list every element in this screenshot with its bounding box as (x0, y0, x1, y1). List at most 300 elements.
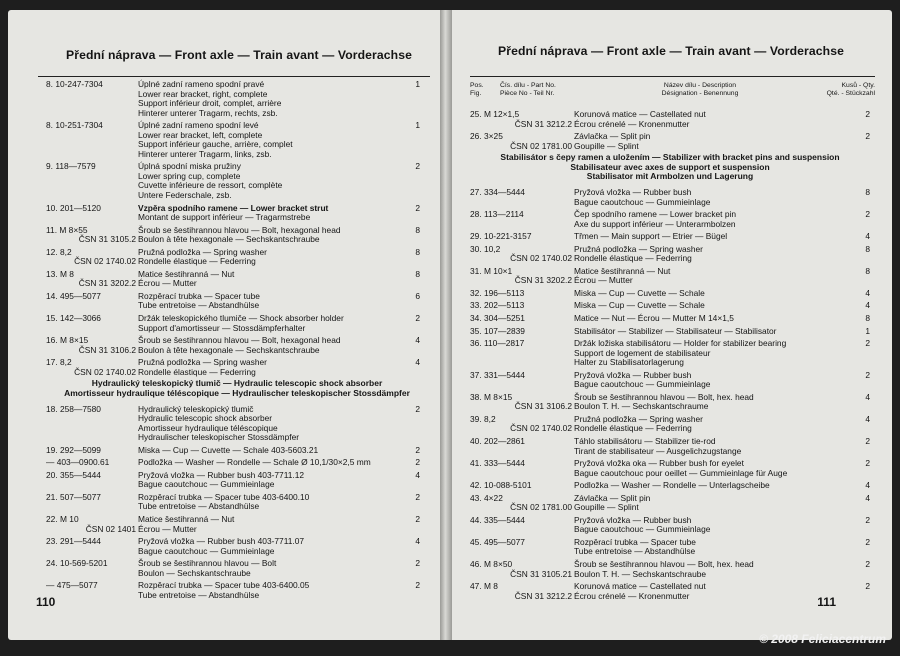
part-description: Držák ložiska stabilisátoru — Holder for stabilizer bearing (574, 338, 787, 349)
part-description: Tube entretoise — Abstandhülse (138, 300, 260, 311)
part-description: Rozpěrací trubka — Spacer tube (574, 536, 696, 547)
position-number: 40. (470, 436, 482, 446)
right-page (452, 10, 892, 640)
header-rule (38, 76, 430, 77)
list-item (46, 324, 428, 334)
part-quantity: 2 (865, 559, 870, 570)
part-number: 495—5077 (483, 536, 525, 547)
part-number: 10,2 (483, 243, 501, 254)
list-item (46, 446, 428, 456)
position-number: 39. (470, 413, 482, 424)
part-position (470, 481, 572, 491)
part-description: Úplné zadní rameno spodní pravé (138, 79, 265, 89)
position-number: 46. (470, 559, 482, 570)
left-page (8, 10, 440, 640)
part-quantity: 2 (415, 558, 420, 569)
part-description: Bague caoutchouc — Gummieinlage (138, 479, 275, 490)
part-number: 10-247-7304 (55, 79, 103, 89)
page-header: Přední náprava — Front axle — Train avant — Vorderachse (498, 44, 844, 58)
part-number: ČSN 31 3105.21 (510, 568, 572, 579)
list-item (46, 279, 428, 289)
part-position (470, 210, 572, 220)
position-number: 12. (46, 246, 58, 257)
part-quantity: 2 (865, 536, 870, 547)
part-position (46, 235, 136, 245)
part-quantity: 8 (865, 265, 870, 276)
part-description: Táhlo stabilisátoru — Stabilizer tie-rod (574, 436, 716, 446)
part-position (470, 339, 572, 349)
part-position (470, 188, 572, 198)
part-number: 304—5251 (483, 312, 525, 323)
position-number: 38. (470, 391, 482, 402)
position-number: 32. (470, 287, 482, 298)
part-description: Support d'amortisseur — Stossdämpferhalter (138, 322, 306, 333)
part-description: Axe du support inférieur — Unterarmbolzen (574, 218, 736, 229)
part-description: Rondelle élastique — Federring (138, 256, 256, 267)
list-item (470, 232, 870, 242)
part-quantity: 2 (415, 313, 420, 324)
part-description: Pryžová vložka — Rubber bush (574, 186, 692, 197)
part-quantity: 2 (415, 580, 420, 591)
part-number: 10-088-5101 (483, 480, 532, 491)
list-item (46, 150, 428, 160)
list-item (46, 301, 428, 311)
list-item (470, 327, 870, 337)
list-item (46, 569, 428, 579)
part-description: Écrou crénelé — Kronenmutter (574, 118, 690, 129)
part-quantity: 4 (415, 469, 420, 480)
part-quantity: 2 (415, 403, 420, 414)
part-description: Bague caoutchouc — Gummieinlage (574, 196, 711, 207)
part-description: Rondelle élastique — Federring (574, 423, 692, 434)
part-number: ČSN 02 1401 (85, 523, 136, 534)
part-number: M 8×50 (483, 559, 513, 570)
list-item (46, 109, 428, 119)
position-number: 26. (470, 131, 482, 142)
list-item (46, 346, 428, 356)
position-number: 21. (46, 491, 58, 502)
part-description: Čep spodního ramene — Lower bracket pin (574, 209, 737, 220)
position-number: 23. (46, 536, 58, 547)
part-quantity: 4 (865, 287, 870, 298)
part-number: M 8×55 (59, 224, 88, 235)
part-description: Závlačka — Split pin (574, 131, 651, 142)
part-description: Rozpěrací trubka — Spacer tube 403-6400.10 (138, 491, 310, 502)
part-description: Miska — Cup — Cuvette — Schale (574, 300, 705, 311)
part-quantity: 2 (865, 209, 870, 220)
part-position (46, 471, 136, 481)
list-item (46, 502, 428, 512)
parts-list (470, 110, 870, 601)
list-item (470, 198, 870, 208)
part-position (470, 120, 572, 130)
header-rule (470, 76, 875, 77)
position-number: 8. (46, 120, 53, 131)
position-number: 27. (470, 186, 482, 197)
list-item (470, 503, 870, 513)
part-quantity: 2 (415, 444, 420, 455)
part-number: ČSN 31 3105.2 (78, 234, 136, 245)
part-description: Bague caoutchouc — Gummieinlage (574, 524, 711, 535)
part-description: Amortisseur hydraulique téléscopique (138, 422, 278, 433)
part-position (46, 162, 136, 172)
part-number: M 10×1 (483, 265, 513, 276)
part-description: Šroub se šestihrannou hlavou — Bolt, hex. head (574, 391, 754, 402)
list-item (46, 257, 428, 267)
position-number: 10. (46, 202, 58, 213)
part-quantity: 2 (415, 161, 420, 172)
list-item (46, 480, 428, 490)
section-heading-line: Stabilisátor s čepy ramen a uložením — Stabilizer with bracket pins and suspension (500, 152, 840, 163)
position-number: 11. (46, 224, 58, 235)
list-item (46, 368, 428, 378)
position-number: 22. (46, 513, 58, 524)
part-number: 335—5444 (483, 514, 525, 525)
position-number: 30. (470, 243, 482, 254)
part-number: 355—5444 (59, 469, 101, 480)
position-number: 16. (46, 335, 58, 346)
part-description: Matice šestihranná — Nut (138, 513, 235, 524)
col-description: Název dílu - Description Désignation - Benennung (661, 82, 739, 97)
list-item (470, 358, 870, 368)
part-position (470, 142, 572, 152)
list-item (470, 570, 870, 580)
page-number: 111 (817, 595, 836, 609)
part-description: Bague caoutchouc — Gummieinlage (574, 379, 711, 390)
part-position (46, 493, 136, 503)
part-number: 10-251-7304 (55, 120, 103, 131)
part-number: 4×22 (483, 492, 503, 503)
part-position (470, 570, 572, 580)
position-number: 17. (46, 357, 58, 368)
list-item (470, 380, 870, 390)
part-description: Bague caoutchouc pour oeillet — Gummieinlage für Auge (574, 467, 788, 478)
part-quantity: 4 (865, 492, 870, 503)
list-item (470, 314, 870, 324)
part-description: Šroub se šestihrannou hlavou — Bolt, hex. head (574, 559, 754, 570)
list-item (470, 142, 870, 152)
part-description: Závlačka — Split pin (574, 492, 651, 503)
part-position (470, 424, 572, 434)
part-number: 334—5444 (483, 186, 525, 197)
position-number: 36. (470, 338, 482, 349)
part-position (46, 458, 136, 468)
position-number: 24. (46, 558, 58, 569)
part-position (470, 301, 572, 311)
position-number: 8. (46, 79, 53, 89)
part-quantity: 4 (865, 300, 870, 311)
part-position (470, 592, 572, 602)
position-number: 45. (470, 536, 482, 547)
position-number: 34. (470, 312, 482, 323)
part-number: ČSN 02 1740.02 (74, 366, 136, 377)
part-number: 10-221-3157 (483, 231, 532, 242)
part-position (46, 314, 136, 324)
part-description: Pružná podložka — Spring washer (138, 357, 267, 368)
part-description: Goupille — Splint (574, 140, 639, 151)
part-description: Šroub se šestihrannou hlavou — Bolt (138, 558, 277, 569)
part-position (46, 559, 136, 569)
part-number: M 8 (59, 268, 74, 279)
part-description: Hydraulischer teleskopischer Stossdämpfer (138, 432, 300, 443)
part-position (470, 254, 572, 264)
part-description: Écrou — Mutter (138, 523, 197, 534)
part-number: 403—0900.61 (56, 457, 110, 468)
list-item (470, 424, 870, 434)
part-description: Pružná podložka — Spring washer (138, 246, 267, 257)
part-position (46, 405, 136, 415)
part-number: 292—5099 (59, 444, 101, 455)
part-quantity: 2 (865, 369, 870, 380)
position-number: 19. (46, 444, 58, 455)
part-description: Hinterer unterer Tragarm, links, zsb. (138, 148, 272, 159)
part-quantity: 2 (415, 202, 420, 213)
part-description: Montant de support inférieur — Tragarmstrebe (138, 212, 311, 223)
part-quantity: 1 (415, 79, 420, 89)
part-description: Boulon T. H. — Sechskantschraume (574, 401, 709, 412)
section-heading-line: Stabilisateur avec axes de support et suspension (570, 161, 770, 172)
part-description: Hydraulický teleskopický tlumič (138, 403, 254, 414)
part-description: Boulon T. H. — Sechskantschraube (574, 568, 707, 579)
position-number: 44. (470, 514, 482, 525)
part-position (46, 525, 136, 535)
part-position (46, 446, 136, 456)
col-qty: Kusů - Qty. Qté. - Stückzahl (826, 82, 875, 97)
part-quantity: 4 (415, 357, 420, 368)
part-position (46, 204, 136, 214)
part-description: Korunová matice — Castellated nut (574, 109, 706, 119)
part-description: Rozpěrací trubka — Spacer tube (138, 290, 260, 301)
page-header: Přední náprava — Front axle — Train avant — Vorderachse (66, 48, 412, 62)
list-item (470, 525, 870, 535)
list-item (470, 276, 870, 286)
part-number: M 8 (483, 581, 498, 592)
list-item (470, 254, 870, 264)
list-item (46, 591, 428, 601)
part-description: Pryžová vložka — Rubber bush 403-7711.12 (138, 469, 305, 480)
part-number: ČSN 31 3212.2 (514, 118, 572, 129)
part-description: Korunová matice — Castellated nut (574, 581, 706, 592)
part-position (470, 402, 572, 412)
part-description: Lower rear bracket, left, complete (138, 129, 263, 140)
part-quantity: 2 (865, 581, 870, 592)
part-number: 8,2 (59, 357, 72, 368)
list-item (470, 547, 870, 557)
part-number: 110—2817 (483, 338, 525, 349)
list-item (46, 547, 428, 557)
list-item (470, 481, 870, 491)
part-quantity: 4 (415, 335, 420, 346)
part-description: Untere Federschale, zsb. (138, 190, 232, 201)
book-spine (440, 10, 452, 640)
section-heading-line: Hydraulický teleskopický tlumič — Hydraulic telescopic shock absorber (91, 378, 383, 389)
part-number: 118—7579 (55, 161, 96, 172)
section-heading-line: Amortisseur hydraulique téléscopique — Hydraulischer teleskopischer Stossdämpfer (64, 387, 410, 398)
position-number: 28. (470, 209, 482, 220)
section-heading (46, 379, 428, 398)
part-description: Pružná podložka — Spring washer (574, 413, 703, 424)
part-description: Matice šestihranná — Nut (574, 265, 671, 276)
part-position (470, 314, 572, 324)
part-number: 196—5113 (483, 287, 525, 298)
part-quantity: 2 (865, 338, 870, 349)
position-number: — (46, 580, 55, 591)
part-description: Cuvette inférieure de ressort, complète (138, 180, 283, 191)
part-quantity: 2 (415, 513, 420, 524)
part-description: Écrou — Mutter (138, 278, 197, 289)
list-item (470, 301, 870, 311)
list-item (470, 447, 870, 457)
part-quantity: 6 (415, 290, 420, 301)
part-description: Écrou crénelé — Kronenmutter (574, 590, 690, 601)
part-description: Vzpěra spodního ramene — Lower bracket strut (138, 202, 329, 213)
part-description: Rondelle élastique — Federring (138, 366, 256, 377)
part-number: ČSN 31 3202.2 (514, 275, 572, 286)
part-description: Hinterer unterer Tragarm, rechts, zsb. (138, 107, 278, 118)
part-description: Boulon à tête hexagonale — Sechskantschraube (138, 234, 320, 245)
part-quantity: 2 (865, 458, 870, 469)
part-description: Goupille — Splint (574, 502, 639, 513)
part-position (46, 80, 136, 90)
position-number: 9. (46, 161, 53, 172)
part-number: 202—5113 (483, 300, 525, 311)
part-position (470, 516, 572, 526)
part-position (470, 289, 572, 299)
section-heading (470, 153, 870, 182)
list-item (470, 289, 870, 299)
part-position (46, 581, 136, 591)
part-description: Boulon — Sechskantschraube (138, 567, 251, 578)
part-description: Pryžová vložka — Rubber bush (574, 369, 692, 380)
list-item (46, 235, 428, 245)
list-item (46, 213, 428, 223)
position-number: 15. (46, 313, 58, 324)
part-description: Matice — Nut — Écrou — Mutter M 14×1,5 (574, 312, 734, 323)
list-item (46, 191, 428, 201)
position-number: 33. (470, 300, 482, 311)
part-description: Tube entretoise — Abstandhülse (138, 501, 260, 512)
part-number: ČSN 31 3106.2 (78, 344, 136, 355)
part-quantity: 4 (415, 536, 420, 547)
position-number: 35. (470, 325, 482, 336)
part-number: 495—5077 (59, 290, 101, 301)
part-description: Podložka — Washer — Rondelle — Unterlagscheibe (574, 480, 770, 491)
part-number: ČSN 31 3202.2 (78, 278, 136, 289)
part-number: 291—5444 (59, 536, 101, 547)
part-quantity: 8 (865, 186, 870, 197)
position-number: 37. (470, 369, 482, 380)
position-number: 31. (470, 265, 482, 276)
part-description: Pryžová vložka — Rubber bush (574, 514, 692, 525)
part-description: Lower rear bracket, right, complete (138, 88, 268, 99)
part-number: 142—3066 (59, 313, 101, 324)
col-pos: Pos. Fig. (470, 82, 484, 97)
position-number: 43. (470, 492, 482, 503)
part-description: Miska — Cup — Cuvette — Schale 403-5603.21 (138, 444, 319, 455)
part-description: Boulon à tête hexagonale — Sechskantschraube (138, 344, 320, 355)
part-description: Miska — Cup — Cuvette — Schale (574, 287, 705, 298)
part-number: ČSN 31 3106.2 (514, 401, 572, 412)
part-position (46, 121, 136, 131)
position-number: 29. (470, 231, 482, 242)
part-number: 107—2839 (483, 325, 525, 336)
part-position (46, 257, 136, 267)
part-position (470, 327, 572, 337)
part-description: Stabilisátor — Stabilizer — Stabilisateur — Stabilisator (574, 325, 777, 336)
list-item (470, 469, 870, 479)
part-description: Support de logement de stabilisateur (574, 347, 711, 358)
part-quantity: 8 (415, 246, 420, 257)
part-number: 331—5444 (483, 369, 525, 380)
part-description: Šroub se šestihrannou hlavou — Bolt, hexagonal head (138, 335, 341, 346)
part-description: Třmen — Main support — Etrier — Bügel (574, 231, 728, 242)
position-number: 25. (470, 109, 482, 119)
part-number: 475—5077 (56, 580, 98, 591)
part-position (470, 276, 572, 286)
list-item (46, 433, 428, 443)
part-quantity: 8 (865, 243, 870, 254)
part-description: Halter zu Stabilisatorlagerung (574, 357, 684, 368)
position-number: 20. (46, 469, 58, 480)
part-quantity: 4 (865, 413, 870, 424)
position-number: 42. (470, 480, 482, 491)
part-position (46, 292, 136, 302)
position-number: 41. (470, 458, 482, 469)
col-part-no: Čís. dílu - Part No. Pièce No - Teil Nr. (500, 82, 556, 97)
part-number: ČSN 02 1781.00 (510, 140, 572, 151)
part-position (470, 437, 572, 447)
part-description: Šroub se šestihrannou hlavou — Bolt, hexagonal head (138, 224, 341, 235)
copyright-credit: © 2008 Feliciacentrum (759, 632, 886, 646)
part-number: ČSN 02 1781.00 (510, 502, 572, 513)
part-position (46, 279, 136, 289)
part-quantity: 2 (865, 436, 870, 446)
part-number: 3×25 (483, 131, 503, 142)
part-position (470, 232, 572, 242)
part-quantity: 4 (865, 480, 870, 491)
part-description: Pryžová vložka oka — Rubber bush for eyelet (574, 458, 744, 469)
part-description: Tirant de stabilisateur — Ausgelichzugstange (574, 445, 742, 456)
part-position (46, 346, 136, 356)
part-description: Pryžová vložka — Rubber bush 403-7711.07 (138, 536, 305, 547)
parts-list (46, 80, 428, 600)
part-position (46, 537, 136, 547)
position-number: 13. (46, 268, 58, 279)
part-number: ČSN 02 1740.02 (510, 253, 572, 264)
part-description: Lower spring cup, complete (138, 170, 241, 181)
part-quantity: 4 (865, 391, 870, 402)
part-number: M 8×15 (59, 335, 89, 346)
part-description: Úplná spodní miska pružiny (138, 161, 241, 172)
part-position (470, 503, 572, 513)
part-description: Hydraulic telescopic shock absorber (138, 413, 273, 424)
part-number: ČSN 31 3212.2 (514, 590, 572, 601)
part-quantity: 8 (415, 268, 420, 279)
part-description: Écrou — Mutter (574, 275, 633, 286)
part-description: Rondelle élastique — Federring (574, 253, 692, 264)
part-quantity: 1 (415, 120, 420, 131)
part-number: 258—7580 (59, 403, 101, 414)
page-number: 110 (36, 595, 56, 609)
part-description: Support inférieur gauche, arrière, complet (138, 139, 293, 150)
part-description: Podložka — Washer — Rondelle — Schale Ø 10,1/30×2,5 mm (138, 457, 371, 468)
part-position (46, 368, 136, 378)
part-description: Rozpěrací trubka — Spacer tube 403-6400.05 (138, 580, 310, 591)
part-number: 8,2 (59, 246, 72, 257)
list-item (46, 181, 428, 191)
part-number: 10-569-5201 (59, 558, 108, 569)
part-quantity: 2 (865, 109, 870, 119)
